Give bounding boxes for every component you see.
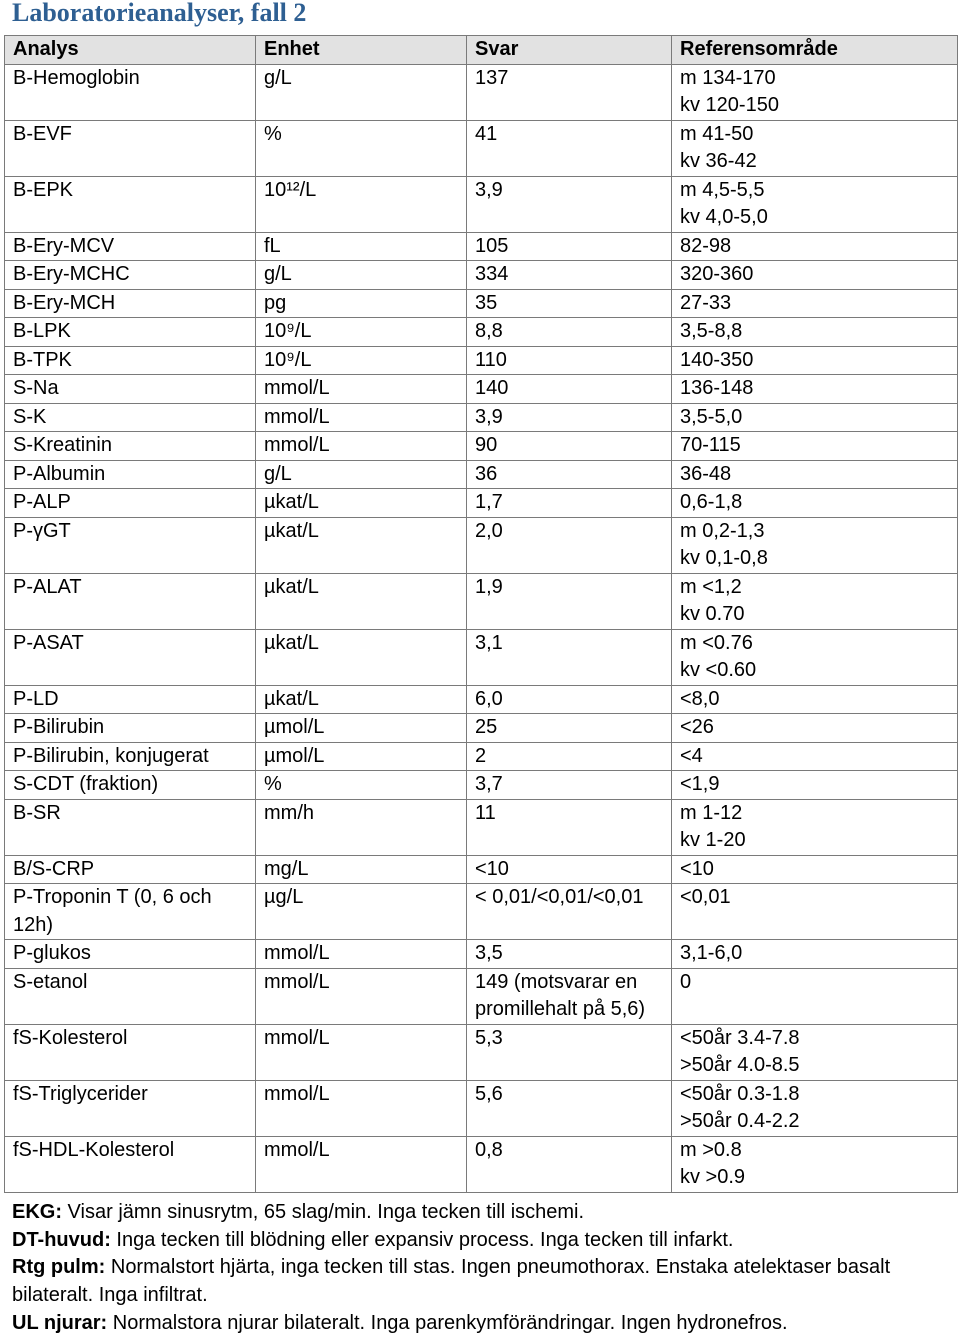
table-row <box>5 64 958 120</box>
cell-referensomrade <box>672 884 958 940</box>
cell-enhet: mmol/L <box>256 940 467 969</box>
cell-svar: 3,1 <box>467 629 672 685</box>
finding-note <box>12 1254 942 1309</box>
cell-referensomrade <box>672 1080 958 1136</box>
table-row <box>5 1024 958 1080</box>
cell-enhet: mm/h <box>256 799 467 855</box>
finding-label: DT-huvud: <box>12 1228 111 1251</box>
cell-svar: 90 <box>467 432 672 461</box>
cell-svar: 3,5 <box>467 940 672 969</box>
reference-range-line: <26 <box>680 716 714 738</box>
cell-analys: B-Hemoglobin <box>5 64 256 120</box>
cell-svar: 35 <box>467 289 672 318</box>
cell-svar: 8,8 <box>467 318 672 347</box>
cell-enhet: µg/L <box>256 884 467 940</box>
table-row <box>5 742 958 771</box>
cell-referensomrade <box>672 176 958 232</box>
page-title: Laboratorieanalyser, fall 2 <box>12 0 307 27</box>
cell-enhet: fL <box>256 232 467 261</box>
finding-label: UL njurar: <box>12 1311 108 1334</box>
cell-analys: B-TPK <box>5 346 256 375</box>
cell-svar: <10 <box>467 855 672 884</box>
cell-analys: P-LD <box>5 685 256 714</box>
column-header-svar: Svar <box>467 36 672 65</box>
table-row <box>5 318 958 347</box>
cell-enhet: µkat/L <box>256 489 467 518</box>
reference-range-line: 136-148 <box>680 377 754 399</box>
table-row <box>5 968 958 1024</box>
reference-range-line: m 0,2-1,3 <box>680 519 765 542</box>
cell-svar: 5,6 <box>467 1080 672 1136</box>
cell-analys: fS-Triglycerider <box>5 1080 256 1136</box>
cell-svar: 6,0 <box>467 685 672 714</box>
reference-range-line: 70-115 <box>680 434 741 456</box>
cell-referensomrade <box>672 460 958 489</box>
cell-analys: fS-Kolesterol <box>5 1024 256 1080</box>
reference-range-line: 82-98 <box>680 234 732 257</box>
reference-range-line: <0,01 <box>680 886 731 908</box>
cell-enhet: mmol/L <box>256 1080 467 1136</box>
finding-text: Normalstort hjärta, inga tecken till stas. Ingen pneumothorax. Enstaka atelektaser basalt bilateralt. Inga infiltrat. <box>12 1256 891 1307</box>
reference-range-line: m 134-170 <box>680 66 776 89</box>
cell-enhet: 10⁹/L <box>256 318 467 347</box>
cell-svar: 25 <box>467 714 672 743</box>
table-row <box>5 232 958 261</box>
cell-analys: S-CDT (fraktion) <box>5 771 256 800</box>
finding-note <box>12 1227 942 1255</box>
reference-range-line: kv <0.60 <box>680 659 757 681</box>
cell-analys: fS-HDL-Kolesterol <box>5 1136 256 1192</box>
cell-analys: B-EVF <box>5 120 256 176</box>
finding-text: Normalstora njurar bilateralt. Inga parenkymförändringar. Ingen hydronefros. <box>107 1311 788 1334</box>
table-row <box>5 685 958 714</box>
cell-enhet: pg <box>256 289 467 318</box>
cell-enhet: mmol/L <box>256 968 467 1024</box>
cell-enhet: g/L <box>256 261 467 290</box>
reference-range-line: <50år 0.3-1.8 <box>680 1082 800 1105</box>
reference-range-line: 0 <box>680 970 692 993</box>
cell-enhet: 10⁹/L <box>256 346 467 375</box>
cell-svar: 3,9 <box>467 176 672 232</box>
cell-svar: 41 <box>467 120 672 176</box>
cell-analys: S-Kreatinin <box>5 432 256 461</box>
reference-range-line: 140-350 <box>680 348 754 371</box>
cell-svar: 3,7 <box>467 771 672 800</box>
cell-referensomrade <box>672 799 958 855</box>
cell-svar: 149 (motsvarar en promillehalt på 5,6) <box>467 968 672 1024</box>
reference-range-line: kv 0,1-0,8 <box>680 547 768 569</box>
reference-range-line: 320-360 <box>680 263 754 285</box>
finding-text: Inga tecken till blödning eller expansiv process. Inga tecken till infarkt. <box>110 1228 734 1251</box>
cell-svar: 1,7 <box>467 489 672 518</box>
findings-notes <box>12 1199 942 1338</box>
table-row <box>5 855 958 884</box>
cell-referensomrade <box>672 346 958 375</box>
table-row <box>5 1080 958 1136</box>
cell-analys: B-LPK <box>5 318 256 347</box>
cell-referensomrade <box>672 940 958 969</box>
table-row <box>5 176 958 232</box>
reference-range-line: <10 <box>680 857 714 880</box>
cell-enhet: mmol/L <box>256 375 467 404</box>
cell-referensomrade <box>672 629 958 685</box>
cell-referensomrade <box>672 232 958 261</box>
cell-analys: P-Troponin T (0, 6 och 12h) <box>5 884 256 940</box>
reference-range-line: 3,5-8,8 <box>680 320 743 342</box>
cell-analys: B-SR <box>5 799 256 855</box>
cell-enhet: mg/L <box>256 855 467 884</box>
cell-referensomrade <box>672 517 958 573</box>
cell-referensomrade <box>672 1136 958 1192</box>
reference-range-line: m <1,2 <box>680 575 742 598</box>
cell-analys: P-γGT <box>5 517 256 573</box>
cell-referensomrade <box>672 771 958 800</box>
cell-analys: P-Bilirubin <box>5 714 256 743</box>
reference-range-line: >50år 4.0-8.5 <box>680 1054 800 1076</box>
table-row <box>5 573 958 629</box>
cell-referensomrade <box>672 685 958 714</box>
reference-range-line: <8,0 <box>680 687 720 710</box>
cell-svar: 0,8 <box>467 1136 672 1192</box>
table-row <box>5 403 958 432</box>
cell-referensomrade <box>672 64 958 120</box>
table-row <box>5 940 958 969</box>
column-header-analys: Analys <box>5 36 256 65</box>
cell-analys: B-Ery-MCHC <box>5 261 256 290</box>
cell-analys: B-Ery-MCH <box>5 289 256 318</box>
finding-label: EKG: <box>12 1201 62 1223</box>
cell-enhet: µmol/L <box>256 742 467 771</box>
cell-enhet: µkat/L <box>256 629 467 685</box>
table-row <box>5 346 958 375</box>
reference-range-line: kv 4,0-5,0 <box>680 206 768 228</box>
reference-range-line: 3,1-6,0 <box>680 942 743 964</box>
cell-analys: P-ALP <box>5 489 256 518</box>
cell-svar: 11 <box>467 799 672 855</box>
cell-svar: 36 <box>467 460 672 489</box>
cell-analys: P-glukos <box>5 940 256 969</box>
cell-enhet: mmol/L <box>256 1136 467 1192</box>
cell-svar: 105 <box>467 232 672 261</box>
cell-referensomrade <box>672 742 958 771</box>
cell-enhet: mmol/L <box>256 403 467 432</box>
finding-label: Rtg pulm: <box>12 1256 106 1279</box>
cell-enhet: µkat/L <box>256 573 467 629</box>
cell-enhet: % <box>256 771 467 800</box>
table-row <box>5 884 958 940</box>
table-row <box>5 799 958 855</box>
reference-range-line: 0,6-1,8 <box>680 491 743 513</box>
finding-note <box>12 1310 942 1338</box>
cell-analys: P-Bilirubin, konjugerat <box>5 742 256 771</box>
reference-range-line: 36-48 <box>680 462 732 485</box>
reference-range-line: kv 120-150 <box>680 94 779 116</box>
cell-analys: P-ALAT <box>5 573 256 629</box>
column-header-enhet: Enhet <box>256 36 467 65</box>
cell-referensomrade <box>672 375 958 404</box>
table-row <box>5 261 958 290</box>
reference-range-line: 27-33 <box>680 291 732 314</box>
cell-svar: < 0,01/<0,01/<0,01 <box>467 884 672 940</box>
cell-analys: S-etanol <box>5 968 256 1024</box>
cell-referensomrade <box>672 120 958 176</box>
reference-range-line: >50år 0.4-2.2 <box>680 1110 800 1132</box>
cell-enhet: µkat/L <box>256 517 467 573</box>
reference-range-line: m 1-12 <box>680 801 743 824</box>
finding-note <box>12 1199 942 1227</box>
table-row <box>5 489 958 518</box>
table-row <box>5 432 958 461</box>
reference-range-line: <1,9 <box>680 773 720 795</box>
cell-referensomrade <box>672 318 958 347</box>
cell-enhet: g/L <box>256 64 467 120</box>
reference-range-line: kv >0.9 <box>680 1166 746 1188</box>
cell-svar: 334 <box>467 261 672 290</box>
lab-results-table <box>4 35 958 1193</box>
table-header-row <box>5 36 958 65</box>
cell-referensomrade <box>672 1024 958 1080</box>
cell-enhet: % <box>256 120 467 176</box>
reference-range-line: 3,5-5,0 <box>680 405 743 428</box>
table-row <box>5 289 958 318</box>
reference-range-line: <50år 3.4-7.8 <box>680 1026 800 1049</box>
cell-enhet: mmol/L <box>256 432 467 461</box>
cell-referensomrade <box>672 289 958 318</box>
cell-enhet: g/L <box>256 460 467 489</box>
table-row <box>5 629 958 685</box>
cell-referensomrade <box>672 432 958 461</box>
reference-range-line: m >0.8 <box>680 1138 742 1161</box>
finding-text: Visar jämn sinusrytm, 65 slag/min. Inga tecken till ischemi. <box>62 1201 585 1223</box>
cell-enhet: 10¹²/L <box>256 176 467 232</box>
reference-range-line: kv 1-20 <box>680 829 746 851</box>
table-row <box>5 460 958 489</box>
cell-referensomrade <box>672 855 958 884</box>
cell-svar: 3,9 <box>467 403 672 432</box>
cell-referensomrade <box>672 489 958 518</box>
cell-referensomrade <box>672 573 958 629</box>
table-row <box>5 771 958 800</box>
cell-svar: 137 <box>467 64 672 120</box>
cell-referensomrade <box>672 261 958 290</box>
cell-referensomrade <box>672 403 958 432</box>
reference-range-line: kv 0.70 <box>680 603 745 625</box>
cell-svar: 5,3 <box>467 1024 672 1080</box>
cell-svar: 2 <box>467 742 672 771</box>
column-header-referensomrade: Referensområde <box>672 36 958 65</box>
cell-enhet: µmol/L <box>256 714 467 743</box>
cell-analys: S-K <box>5 403 256 432</box>
cell-referensomrade <box>672 714 958 743</box>
cell-svar: 140 <box>467 375 672 404</box>
table-row <box>5 375 958 404</box>
cell-analys: B-EPK <box>5 176 256 232</box>
reference-range-line: m 41-50 <box>680 122 754 145</box>
cell-svar: 2,0 <box>467 517 672 573</box>
reference-range-line: kv 36-42 <box>680 150 757 172</box>
cell-svar: 1,9 <box>467 573 672 629</box>
cell-enhet: µkat/L <box>256 685 467 714</box>
reference-range-line: m <0.76 <box>680 631 753 654</box>
table-row <box>5 1136 958 1192</box>
cell-referensomrade <box>672 968 958 1024</box>
cell-svar: 110 <box>467 346 672 375</box>
reference-range-line: <4 <box>680 744 703 767</box>
cell-enhet: mmol/L <box>256 1024 467 1080</box>
table-row <box>5 517 958 573</box>
cell-analys: B-Ery-MCV <box>5 232 256 261</box>
cell-analys: P-Albumin <box>5 460 256 489</box>
reference-range-line: m 4,5-5,5 <box>680 178 765 201</box>
cell-analys: S-Na <box>5 375 256 404</box>
cell-analys: P-ASAT <box>5 629 256 685</box>
table-row <box>5 714 958 743</box>
cell-analys: B/S-CRP <box>5 855 256 884</box>
table-row <box>5 120 958 176</box>
